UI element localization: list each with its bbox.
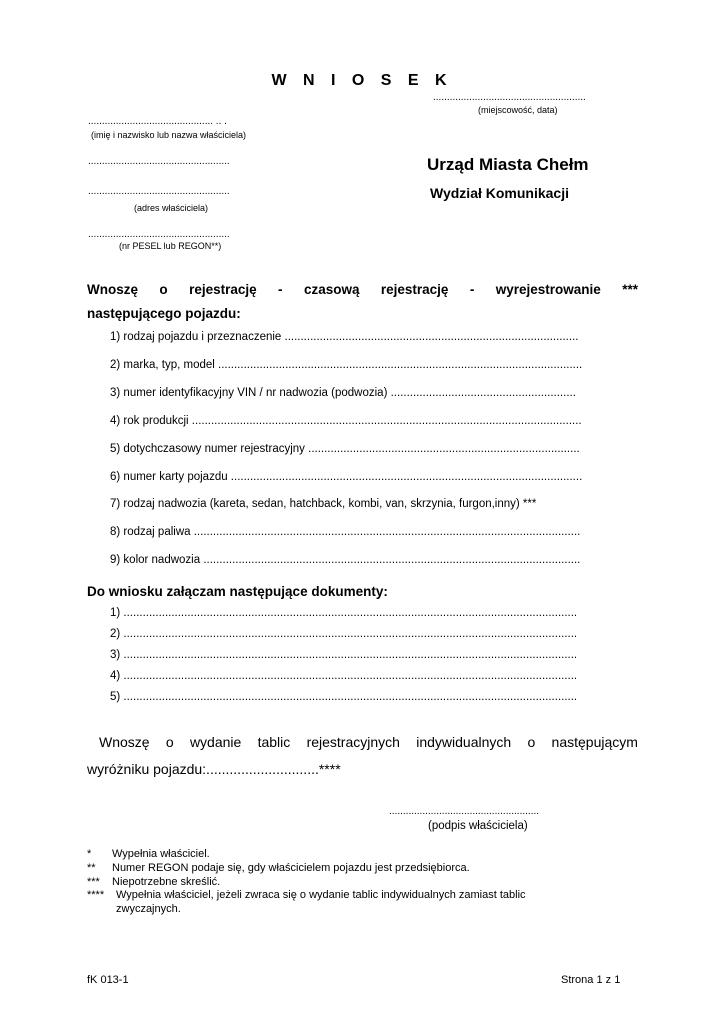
owner-address-dots: ................................................... (88, 186, 230, 197)
request-word: rejestrację (189, 282, 257, 297)
vehicle-item: 3) numer identyfikacyjny VIN / nr nadwozia (podwozia) .......................................................... (110, 387, 576, 399)
vehicle-item: 4) rok produkcji .......................................................................................................................... (110, 415, 582, 427)
request-word: *** (622, 282, 638, 297)
footnote-text: Wypełnia właściciel. (112, 848, 210, 860)
attachment-line: 3) .............................................................................................................................................. (110, 649, 578, 661)
footnote-text-continued: zwyczajnych. (116, 903, 181, 915)
request-word: rejestrację (380, 282, 449, 297)
form-title: W N I O S E K (271, 72, 453, 89)
signature-dots: ...................................................... (389, 806, 540, 817)
signature-label: (podpis właściciela) (428, 820, 528, 832)
vehicle-item: 2) marka, typ, model .................................................................................................................. (110, 359, 583, 371)
plates-word: Wnoszę (99, 734, 150, 750)
vehicle-item: 7) rodzaj nadwozia (kareta, sedan, hatchback, kombi, van, skrzynia, furgon,inny) *** (110, 498, 537, 510)
owner-id-dots: ................................................... (88, 229, 230, 240)
plates-word: rejestracyjnych (306, 734, 400, 750)
footnote-mark: * (87, 848, 92, 860)
footnote-mark: **** (87, 889, 105, 901)
owner-name-label: (imię i nazwisko lub nazwa właściciela) (91, 130, 247, 140)
plates-line (99, 734, 638, 750)
plates-word: następującym (551, 734, 638, 750)
plates-word: o (527, 734, 536, 750)
request-word: wyrejestrowanie (495, 282, 601, 297)
place-date-label: (miejscowość, data) (478, 105, 558, 115)
attachment-line: 1) .............................................................................................................................................. (110, 607, 578, 619)
footnote-text: Wypełnia właściciel, jeżeli zwraca się o wydanie tablic indywidualnych zamiast tablic (116, 889, 526, 901)
owner-address-label: (adres właściciela) (134, 203, 209, 213)
attachments-heading: Do wniosku załączam następujące dokumenty: (87, 584, 388, 599)
request-line (87, 282, 638, 297)
plates-word: o (165, 734, 174, 750)
request-line-2: następującego pojazdu: (87, 306, 241, 321)
attachment-line: 5) .............................................................................................................................................. (110, 691, 578, 703)
recipient-department: Wydział Komunikacji (430, 185, 569, 201)
attachment-line: 2) .............................................................................................................................................. (110, 628, 578, 640)
owner-id-label: (nr PESEL lub REGON**) (119, 241, 222, 251)
vehicle-item: 9) kolor nadwozia ...................................................................................................................... (110, 554, 581, 566)
plates-word: indywidualnych (416, 734, 512, 750)
owner-name-dots: ............................................. .. . (88, 116, 227, 127)
request-word: Wnoszę (87, 282, 139, 297)
form-code: fK 013-1 (87, 974, 129, 986)
vehicle-item: 8) rodzaj paliwa ......................................................................................................................... (110, 526, 581, 538)
page-number: Strona 1 z 1 (561, 974, 621, 986)
owner-line-dots: ................................................... (88, 156, 230, 167)
footnote-text: Niepotrzebne skreślić. (112, 876, 221, 888)
request-word: - (278, 282, 283, 297)
plates-line-2: wyróżniku pojazdu:.............................**** (87, 761, 341, 777)
place-date-dots: ....................................................... (433, 92, 586, 103)
footnote-mark: *** (87, 876, 100, 888)
plates-word: tablic (257, 734, 291, 750)
footnote-mark: ** (87, 862, 96, 874)
request-word: o (159, 282, 168, 297)
request-word: - (469, 282, 475, 297)
recipient-office: Urząd Miasta Chełm (427, 155, 589, 174)
attachment-line: 4) .............................................................................................................................................. (110, 670, 578, 682)
footnote-text: Numer REGON podaje się, gdy właścicielem pojazdu jest przedsiębiorca. (112, 862, 470, 874)
request-word: czasową (303, 282, 360, 297)
vehicle-item: 5) dotychczasowy numer rejestracyjny ..................................................................................... (110, 443, 580, 455)
vehicle-item: 6) numer karty pojazdu .............................................................................................................. (110, 471, 583, 483)
plates-word: wydanie (189, 734, 242, 750)
vehicle-item: 1) rodzaj pojazdu i przeznaczenie ............................................................................................ (110, 331, 579, 343)
